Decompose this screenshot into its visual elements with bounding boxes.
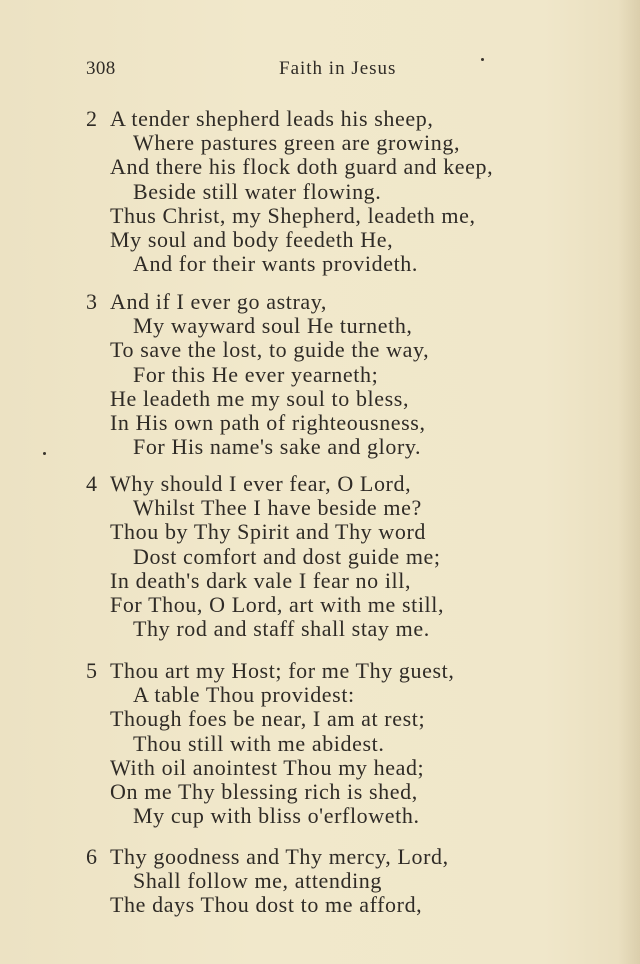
- ink-speck: [43, 452, 46, 455]
- verse-line: Dost comfort and dost guide me;: [133, 543, 441, 569]
- verse-line: Thus Christ, my Shepherd, leadeth me,: [110, 202, 476, 228]
- verse-line: With oil anointest Thou my head;: [110, 754, 425, 780]
- verse-line: And for their wants provideth.: [133, 251, 418, 277]
- verse-line: Though foes be near, I am at rest;: [110, 706, 426, 732]
- page-number: 308: [86, 58, 116, 79]
- verse-line: Shall follow me, attending: [133, 868, 383, 894]
- verse-line: Thou by Thy Spirit and Thy word: [110, 519, 426, 545]
- verse-line: To save the lost, to guide the way,: [110, 337, 430, 363]
- stanza-number: 3: [86, 289, 98, 314]
- verse-line: On me Thy blessing rich is shed,: [110, 778, 418, 804]
- page-edge-shadow: [618, 0, 640, 964]
- stanza-6: [86, 845, 586, 918]
- verse-line: Beside still water flowing.: [133, 178, 382, 204]
- verse-line: Where pastures green are growing,: [133, 130, 461, 156]
- verse-line: In His own path of righteousness,: [110, 409, 426, 435]
- section-title: Faith in Jesus: [279, 58, 397, 79]
- stanza-4: [86, 472, 586, 641]
- verse-line: He leadeth me my soul to bless,: [110, 385, 410, 411]
- verse-line: Why should I ever fear, O Lord,: [110, 471, 412, 496]
- verse-line: And there his flock doth guard and keep,: [110, 154, 494, 180]
- verse-line: In death's dark vale I fear no ill,: [110, 567, 412, 593]
- stanza-3: [86, 290, 586, 459]
- stanza-number: 6: [86, 844, 98, 869]
- stanza-5: [86, 659, 586, 828]
- verse-line: For His name's sake and glory.: [133, 434, 422, 460]
- verse-line: My wayward soul He turneth,: [133, 313, 413, 339]
- verse-line: Thy goodness and Thy mercy, Lord,: [110, 844, 449, 869]
- verse-line: Thou art my Host; for me Thy guest,: [110, 658, 455, 683]
- verse-line: My soul and body feedeth He,: [110, 226, 394, 252]
- verse-line: Thy rod and staff shall stay me.: [133, 616, 430, 642]
- stanza-number: 2: [86, 106, 98, 131]
- stanza-number: 5: [86, 658, 98, 683]
- verse-line: Whilst Thee I have beside me?: [133, 495, 422, 521]
- verse-line: For this He ever yearneth;: [133, 361, 379, 387]
- verse-line: The days Thou dost to me afford,: [110, 892, 423, 918]
- verse-line: Thou still with me abidest.: [133, 730, 385, 756]
- verse-line: For Thou, O Lord, art with me still,: [110, 591, 445, 617]
- verse-line: My cup with bliss o'erfloweth.: [133, 803, 420, 829]
- verse-line: And if I ever go astray,: [110, 289, 328, 314]
- stanza-number: 4: [86, 471, 98, 496]
- running-head: [86, 58, 486, 84]
- stanza-2: [86, 107, 586, 276]
- verse-line: A table Thou providest:: [133, 682, 355, 708]
- verse-line: A tender shepherd leads his sheep,: [110, 106, 434, 131]
